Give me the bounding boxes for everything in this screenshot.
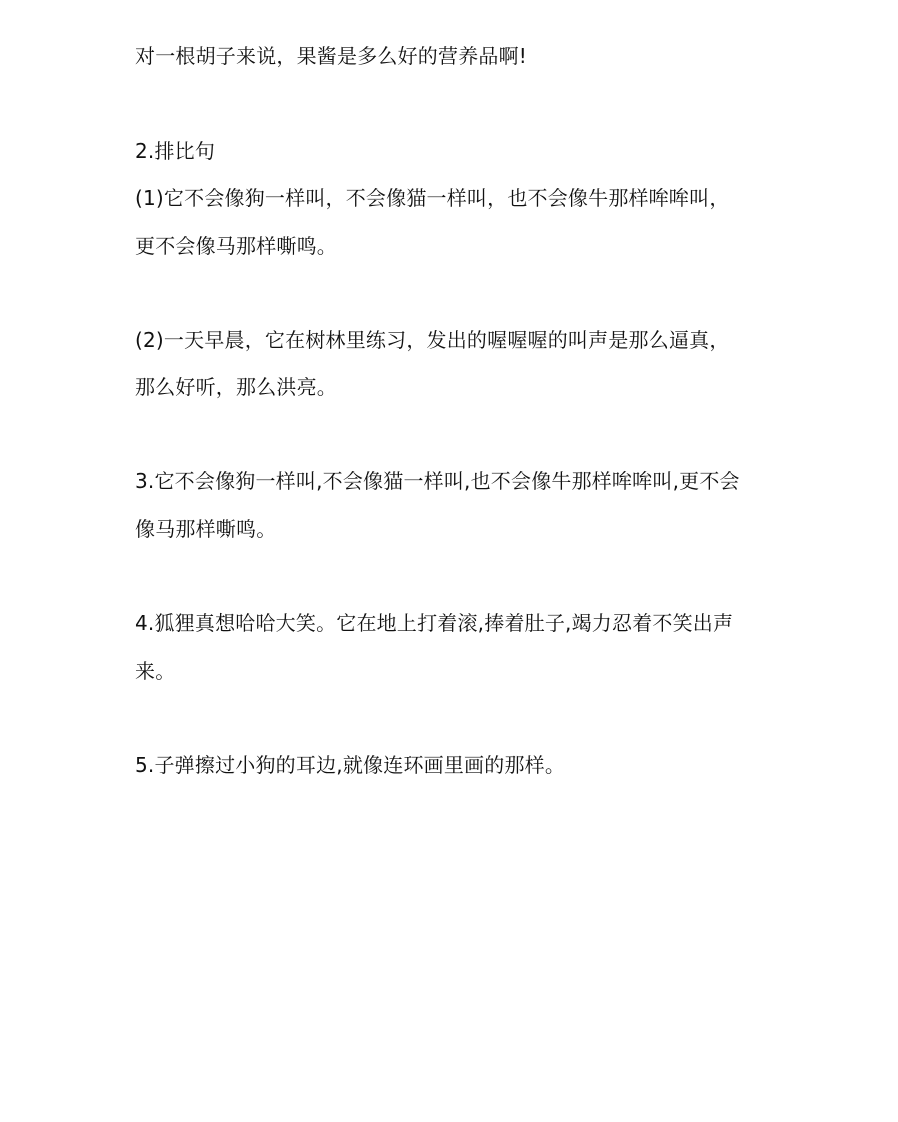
section-heading-parallelism: 2.排比句	[135, 139, 216, 163]
text-line-example-2-part-2: 那么好听，那么洪亮。	[135, 375, 337, 399]
text-line-example-1-part-2: 更不会像马那样嘶鸣。	[135, 234, 337, 258]
text-line-item-4-part-2: 来。	[135, 659, 176, 683]
text-line-item-3-part-2: 像马那样嘶鸣。	[135, 517, 277, 541]
text-line-item-5: 5.子弹擦过小狗的耳边,就像连环画里画的那样。	[135, 753, 566, 777]
text-line-item-4-part-1: 4.狐狸真想哈哈大笑。它在地上打着滚,捧着肚子,竭力忍着不笑出声	[135, 611, 734, 635]
text-line-example-1-part-1: (1)它不会像狗一样叫，不会像猫一样叫，也不会像牛那样哞哞叫，	[135, 186, 730, 210]
text-line-example-2-part-1: (2)一天早晨，它在树林里练习，发出的喔喔喔的叫声是那么逼真，	[135, 328, 730, 352]
text-line-nutrition-sentence: 对一根胡子来说，果酱是多么好的营养品啊!	[135, 44, 528, 68]
text-line-item-3-part-1: 3.它不会像狗一样叫,不会像猫一样叫,也不会像牛那样哞哞叫,更不会	[135, 469, 740, 493]
